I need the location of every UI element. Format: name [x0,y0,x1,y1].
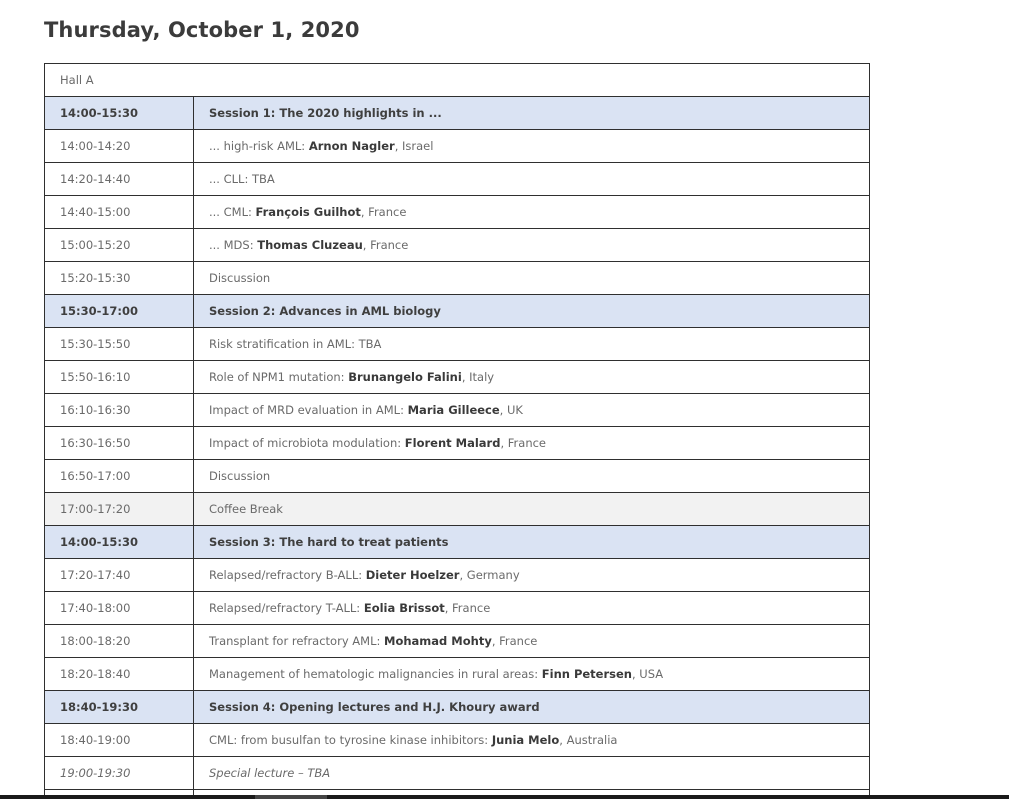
time-cell: 14:20-14:40 [45,163,194,196]
description-cell [194,493,870,526]
day-title: Thursday, October 1, 2020 [44,18,360,42]
talk-title: ... MDS: [209,238,258,252]
speaker-country: – TBA [294,766,331,780]
session-row [45,526,870,559]
description-cell [194,691,870,724]
description-cell [194,427,870,460]
time-cell: 15:30-15:50 [45,328,194,361]
talk-row [45,361,870,394]
session-row [45,691,870,724]
speaker-country: , France [491,634,538,648]
description-cell [194,196,870,229]
talk-title: Role of NPM1 mutation: [209,370,349,384]
talk-title: Discussion [209,469,271,483]
talk-row [45,196,870,229]
break-row [45,493,870,526]
speaker-name: Eolia Brissot [363,601,445,615]
talk-title: Relapsed/refractory T-ALL: [209,601,364,615]
talk-row [45,724,870,757]
speaker-name: Florent Malard [404,436,501,450]
time-cell: 19:00-19:30 [45,757,194,790]
description-cell [194,295,870,328]
speaker-name: Maria Gilleece [407,403,500,417]
speaker-name: Brunangelo Falini [348,370,462,384]
time-cell: 15:00-15:20 [45,229,194,262]
schedule-table [44,63,870,799]
time-cell: 15:20-15:30 [45,262,194,295]
talk-row [45,625,870,658]
speaker-country: , France [362,238,409,252]
talk-row [45,262,870,295]
talk-title: Impact of MRD evaluation in AML: [209,403,408,417]
time-cell: 18:00-18:20 [45,625,194,658]
session-row [45,295,870,328]
scrollbar-thumb[interactable] [255,795,327,799]
description-cell [194,97,870,130]
speaker-name: Thomas Cluzeau [257,238,363,252]
time-cell: 17:40-18:00 [45,592,194,625]
time-cell: 14:00-14:20 [45,130,194,163]
description-cell [194,130,870,163]
description-cell [194,559,870,592]
hall-row [45,64,870,97]
description-cell [194,262,870,295]
session-title: Session 2: Advances in AML biology [209,304,441,318]
speaker-country: , Germany [459,568,520,582]
session-title: Session 1: The 2020 highlights in ... [209,106,442,120]
talk-title: Management of hematologic malignancies in rural areas: [209,667,542,681]
talk-title: Risk stratification in AML: TBA [209,337,382,351]
speaker-name: Dieter Hoelzer [365,568,460,582]
talk-row [45,163,870,196]
time-cell: 17:20-17:40 [45,559,194,592]
time-cell: 14:00-15:30 [45,97,194,130]
description-cell [194,229,870,262]
time-cell: 16:30-16:50 [45,427,194,460]
talk-title: Impact of microbiota modulation: [209,436,405,450]
talk-row [45,130,870,163]
speaker-country: , France [500,436,547,450]
description-cell [194,658,870,691]
time-cell: 15:30-17:00 [45,295,194,328]
session-row [45,97,870,130]
speaker-country: , USA [631,667,664,681]
description-cell [194,163,870,196]
speaker-country: , Israel [394,139,434,153]
session-title: Session 4: Opening lectures and H.J. Khoury award [209,700,540,714]
speaker-name: Junia Melo [491,733,560,747]
time-cell: 14:00-15:30 [45,526,194,559]
horizontal-scrollbar[interactable] [0,795,1009,799]
talk-title: Discussion [209,271,271,285]
hall-name: Hall A [45,64,870,97]
speaker-name: Arnon Nagler [308,139,395,153]
description-cell [194,328,870,361]
talk-title: ... high-risk AML: [209,139,309,153]
speaker-country: , Italy [461,370,495,384]
talk-title: ... CLL: TBA [209,172,275,186]
time-cell: 18:20-18:40 [45,658,194,691]
description-cell [194,526,870,559]
talk-title: Coffee Break [209,502,283,516]
time-cell: 14:40-15:00 [45,196,194,229]
time-cell: 16:50-17:00 [45,460,194,493]
talk-row [45,592,870,625]
speaker-name: François Guilhot [255,205,361,219]
speaker-country: , France [360,205,407,219]
talk-row [45,757,870,790]
talk-title: ... CML: [209,205,256,219]
talk-row [45,559,870,592]
description-cell [194,460,870,493]
description-cell [194,394,870,427]
time-cell: 16:10-16:30 [45,394,194,427]
talk-title: Special lecture [209,766,295,780]
time-cell: 18:40-19:30 [45,691,194,724]
description-cell [194,361,870,394]
schedule-body [45,64,870,799]
session-title: Session 3: The hard to treat patients [209,535,449,549]
time-cell: 17:00-17:20 [45,493,194,526]
speaker-country: , Australia [559,733,618,747]
description-cell [194,757,870,790]
description-cell [194,724,870,757]
talk-title: Transplant for refractory AML: [209,634,385,648]
talk-row [45,460,870,493]
time-cell: 15:50-16:10 [45,361,194,394]
description-cell [194,625,870,658]
speaker-name: Mohamad Mohty [384,634,492,648]
speaker-country: , France [444,601,491,615]
talk-row [45,394,870,427]
talk-row [45,328,870,361]
speaker-country: , UK [499,403,523,417]
talk-title: Relapsed/refractory B-ALL: [209,568,366,582]
talk-row [45,427,870,460]
talk-row [45,658,870,691]
time-cell: 18:40-19:00 [45,724,194,757]
talk-title: CML: from busulfan to tyrosine kinase inhibitors: [209,733,492,747]
speaker-name: Finn Petersen [541,667,632,681]
description-cell [194,592,870,625]
talk-row [45,229,870,262]
